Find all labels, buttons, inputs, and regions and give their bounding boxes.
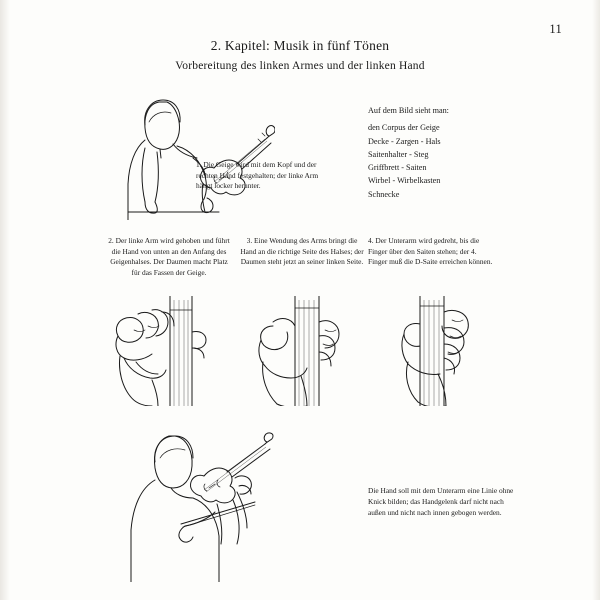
step-4-caption: 4. Der Unterarm wird gedreht, bis die Finger über den Saiten stehen; der 4. Finger muß die D-Saite erreichen können. <box>368 236 493 267</box>
page-number: 11 <box>549 22 562 36</box>
step-4-illustration <box>374 296 492 406</box>
figure-1-caption: 1. Die Geige wird mit dem Kopf und der rechten Hand festgehalten; der linke Arm hängt locker herunter. <box>196 160 319 191</box>
step-captions-row <box>0 236 600 292</box>
step-2-caption: 2. Der linke Arm wird gehoben und führt die Hand von unten an den Anfang des Geigenhalses. Der Daumen macht Platz für das Fassen der Geige. <box>108 236 230 277</box>
section-subtitle: Vorbereitung des linken Armes und der linken Hand <box>175 60 425 72</box>
image-legend-item: Saitenhalter - Steg <box>368 149 429 159</box>
image-legend-item: Griffbrett - Saiten <box>368 163 427 173</box>
image-legend-heading: Auf dem Bild sieht man: <box>368 106 449 115</box>
image-legend-list <box>368 104 508 201</box>
step-3-illustration <box>243 296 361 406</box>
image-legend-item: Decke - Zargen - Hals <box>368 136 441 146</box>
figure-bottom-caption: Die Hand soll mit dem Unterarm eine Linie ohne Knick bilden; das Handgelenk darf nicht nach außen und nicht nach innen gebogen werden. <box>368 486 514 517</box>
image-legend-item: den Corpus der Geige <box>368 123 440 133</box>
image-legend-item: Schnecke <box>368 189 400 199</box>
page-edge-left <box>0 0 10 600</box>
image-legend-item: Wirbel - Wirbelkasten <box>368 176 441 186</box>
page-edge-right <box>592 0 600 600</box>
figure-bottom-illustration <box>105 432 285 582</box>
figure-1-illustration <box>115 92 275 220</box>
chapter-title: 2. Kapitel: Musik in fünf Tönen <box>210 38 390 53</box>
step-2-illustration <box>112 296 230 406</box>
step-3-caption: 3. Eine Wendung des Arms bringt die Hand an die richtige Seite des Halses; der Daumen steht jetzt an seiner linken Seite. <box>240 236 364 267</box>
